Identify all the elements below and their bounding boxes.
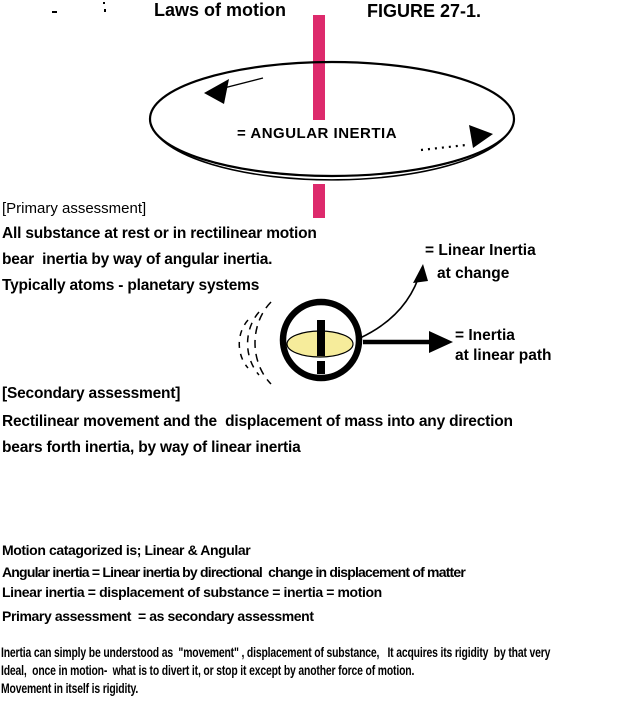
curved-arrow-head-icon: [413, 264, 428, 283]
motion-trail-arc-icon: [239, 320, 248, 368]
secondary-line-2: bears forth inertia, by way of linear inertia: [2, 439, 301, 456]
curved-arrow-shaft: [360, 270, 421, 338]
particle-axis-bar-bottom: [317, 361, 325, 374]
disk-ellipse: [150, 62, 514, 176]
inertia-linear-path-label-1: = Inertia: [455, 327, 515, 344]
summary-line-3: Linear inertia = displacement of substance = inertia = motion: [2, 584, 382, 600]
page-title: Laws of motion: [154, 0, 286, 20]
summary-line-1: Motion catagorized is; Linear & Angular: [2, 542, 251, 558]
linear-inertia-diagram: [0, 240, 640, 400]
particle-axis-bar-top: [317, 320, 325, 356]
straight-arrow-head-icon: [429, 331, 453, 353]
motion-trail-arc-icon: [248, 312, 259, 375]
summary-line-4: Primary assessment = as secondary assessment: [2, 608, 314, 624]
rotation-arrow-left-head-icon: [204, 79, 229, 104]
primary-line-3: Typically atoms - planetary systems: [2, 277, 260, 294]
figure-label: FIGURE 27-1.: [367, 1, 482, 21]
footnote-line-2: Ideal, once in motion- what is to divert it, or stop it except by another force of motion.: [1, 663, 415, 678]
linear-inertia-at-change-label-2: at change: [437, 265, 510, 282]
inertia-linear-path-label-2: at linear path: [455, 347, 552, 364]
angular-inertia-label: = ANGULAR INERTIA: [237, 125, 398, 142]
footnote-line-1: Inertia can simply be understood as "movement" , displacement of substance, It acquires its rigidity by that very: [1, 645, 551, 660]
summary-line-2: Angular inertia = Linear inertia by directional change in displacement of matter: [2, 564, 466, 580]
secondary-line-1: Rectilinear movement and the displacement of mass into any direction: [2, 413, 513, 430]
linear-inertia-at-change-label-1: = Linear Inertia: [425, 242, 536, 259]
secondary-assessment-heading: [Secondary assessment]: [2, 385, 181, 402]
rotation-axis-bar-bottom: [313, 184, 325, 218]
primary-line-2: bear inertia by way of angular inertia.: [2, 251, 273, 268]
primary-assessment-heading: [Primary assessment]: [2, 200, 147, 217]
primary-line-1: All substance at rest or in rectilinear motion: [2, 225, 317, 242]
rotation-arrow-right-dotted-shaft: [421, 145, 466, 150]
footnote-line-3: Movement in itself is rigidity.: [1, 681, 139, 696]
rotation-axis-bar-top: [313, 15, 325, 120]
rotation-arrow-right-head-icon: [469, 125, 493, 148]
